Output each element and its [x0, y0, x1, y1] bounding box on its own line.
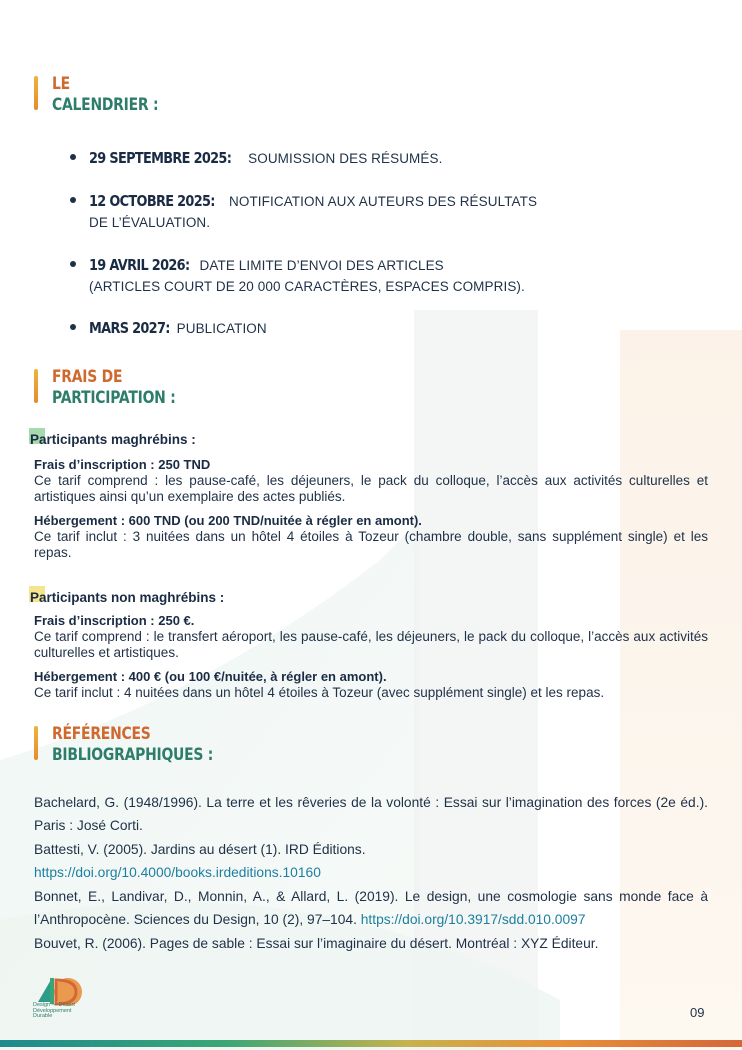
references-heading-line2: BIBLIOGRAPHIQUES : — [52, 745, 214, 765]
heading-accent-bar — [34, 726, 38, 760]
calendar-heading-line2: CALENDRIER : — [52, 95, 159, 115]
references-heading-line1: RÉFÉRENCES — [52, 724, 151, 744]
fees-heading-line1: FRAIS DE — [52, 367, 123, 387]
lodging-title: Hébergement : 600 TND (ou 200 TND/nuitée à régler en amont). — [34, 513, 422, 528]
reference-entry — [34, 861, 708, 884]
registration-text: Ce tarif comprend : le transfert aéroport, les pause-café, les déjeuners, le pack du colloque, l’accès aux activités culturelles et artistiques. — [34, 629, 708, 660]
calendar-description: SOUMISSION DES RÉSUMÉS. — [248, 151, 443, 166]
calendar-heading-line1: LE — [52, 74, 70, 94]
registration-title: Frais d’inscription : 250 TND — [34, 457, 211, 472]
calendar-date: 29 SEPTEMBRE 2025: — [89, 149, 232, 167]
calendar-description: PUBLICATION — [176, 321, 267, 336]
reference-doi-link[interactable]: https://doi.org/10.4000/books.irdeditions.10160 — [34, 865, 321, 880]
bullet-icon — [70, 154, 76, 160]
reference-text: Bonnet, E., Landivar, D., Monnin, A., & Allard, L. (2019). Le design, une cosmologie sans monde face à l’Anthropocène. Sciences du Design, 10 (2), 97–104. — [34, 889, 708, 927]
calendar-description-continued: DE L’ÉVALUATION. — [89, 215, 211, 230]
fees-heading-line2: PARTICIPATION : — [52, 388, 176, 408]
bullet-icon — [70, 197, 76, 203]
non-maghreb-participants-label: Participants non maghrébins : — [30, 590, 224, 605]
bottom-gradient-bar — [0, 1040, 742, 1047]
calendar-date: MARS 2027: — [89, 319, 170, 337]
registration-text: Ce tarif comprend : les pause-café, les déjeuners, le pack du colloque, l’accès aux activités culturelles et artistiques ainsi qu’un exemplaire des actes publiés. — [34, 473, 708, 504]
calendar-description: NOTIFICATION AUX AUTEURS DES RÉSULTATS — [229, 194, 538, 209]
reference-entry — [34, 885, 708, 931]
reference-doi-link[interactable]: https://doi.org/10.3917/sdd.010.0097 — [360, 912, 586, 927]
calendar-date: 19 AVRIL 2026: — [89, 256, 190, 274]
lodging-text: Ce tarif inclut : 3 nuitées dans un hôtel 4 étoiles à Tozeur (chambre double, sans supplément single) et les repas. — [34, 529, 708, 560]
bullet-icon — [70, 261, 76, 267]
page-number: 09 — [690, 1005, 705, 1020]
non-maghreb-registration — [34, 613, 708, 661]
maghreb-lodging — [34, 513, 708, 561]
reference-entry: Bouvet, R. (2006). Pages de sable : Essai sur l’imaginaire du désert. Montréal : XYZ Éditeur. — [34, 936, 599, 951]
logo-caption: Design — Désert Développement Durable — [33, 1002, 75, 1019]
registration-title: Frais d’inscription : 250 €. — [34, 613, 195, 628]
reference-entry: Battesti, V. (2005). Jardins au désert (1). IRD Éditions. — [34, 842, 366, 857]
heading-accent-bar — [34, 76, 38, 110]
lodging-title: Hébergement : 400 € (ou 100 €/nuitée, à régler en amont). — [34, 669, 387, 684]
maghreb-participants-label: Participants maghrébins : — [30, 432, 196, 447]
calendar-date: 12 OCTOBRE 2025: — [89, 192, 215, 210]
calendar-description: DATE LIMITE D’ENVOI DES ARTICLES — [199, 258, 444, 273]
reference-entry: Bachelard, G. (1948/1996). La terre et les rêveries de la volonté : Essai sur l’imagination des forces (2e éd.). Paris : José Corti. — [34, 795, 708, 833]
calendar-description-continued: (ARTICLES COURT DE 20 000 CARACTÈRES, ESPACES COMPRIS). — [89, 279, 525, 294]
maghreb-registration — [34, 457, 708, 505]
non-maghreb-lodging — [34, 669, 708, 701]
bullet-icon — [70, 324, 76, 330]
lodging-text: Ce tarif inclut : 4 nuitées dans un hôtel 4 étoiles à Tozeur (avec supplément single) et les repas. — [34, 685, 605, 700]
heading-accent-bar — [34, 369, 38, 403]
